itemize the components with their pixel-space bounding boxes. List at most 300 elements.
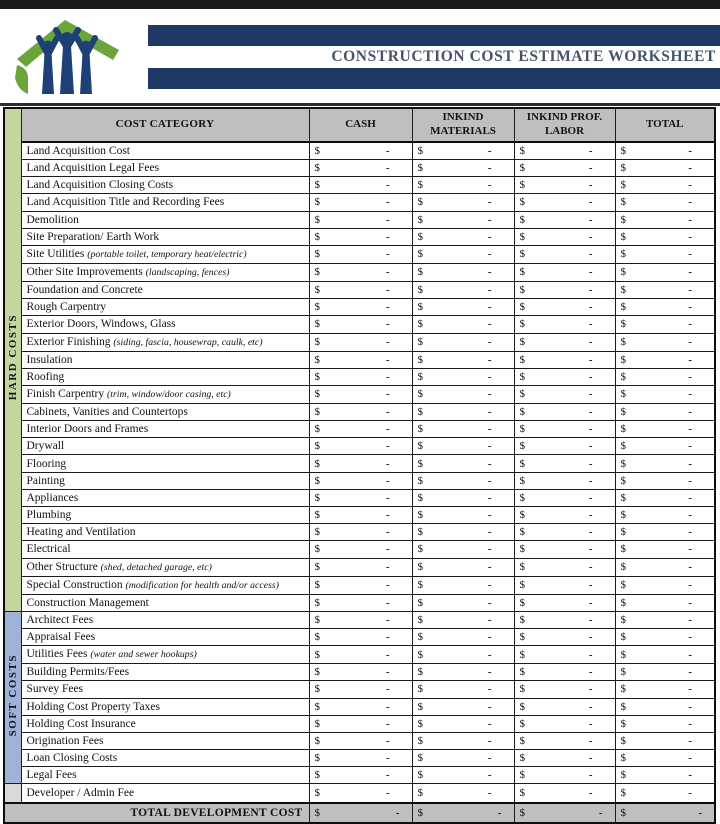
cost-category-cell [21,507,309,524]
amount-cell [514,385,615,403]
amount-cell [412,333,514,351]
amount-value: - [588,613,593,626]
currency-symbol: $ [417,613,423,626]
amount-value: - [588,213,593,226]
currency-symbol: $ [314,318,320,331]
cost-category-label: Land Acquisition Title and Recording Fees [26,196,225,209]
amount-value: - [588,700,593,713]
currency-symbol: $ [620,353,626,366]
amount-cell [309,750,412,767]
currency-symbol: $ [417,787,423,800]
currency-symbol: $ [519,491,525,504]
amount-value: - [588,405,593,418]
amount-value: - [385,666,390,679]
amount-cell [514,228,615,245]
amount-cell [412,142,514,160]
amount-cell [514,455,615,472]
amount-cell [309,160,412,177]
amount-cell [514,524,615,541]
cost-category-cell [21,628,309,645]
cost-row [4,524,715,541]
amount-value: - [487,318,492,331]
amount-cell [514,646,615,664]
amount-cell [412,732,514,749]
amount-value: - [385,284,390,297]
admin-band [4,784,21,804]
amount-value: - [385,561,390,574]
currency-symbol: $ [620,579,626,592]
page-header [0,9,720,100]
currency-symbol: $ [519,145,525,157]
cost-category-cell [21,228,309,245]
currency-symbol: $ [620,596,626,609]
amount-cell [309,245,412,263]
amount-cell [615,438,715,455]
amount-value: - [688,440,692,453]
amount-value: - [588,666,593,679]
amount-cell [309,177,412,194]
cost-category-label: Holding Cost Insurance [26,717,136,730]
currency-symbol: $ [417,353,423,366]
amount-value: - [688,405,692,418]
amount-value: - [385,440,390,453]
cost-category-cell [21,281,309,298]
currency-symbol: $ [620,613,626,626]
currency-symbol: $ [417,700,423,713]
currency-symbol: $ [417,213,423,226]
currency-symbol: $ [417,474,423,487]
currency-symbol: $ [314,370,320,383]
cost-category-label: Loan Closing Costs [26,752,118,765]
cost-category-label: Developer / Admin Fee [26,787,135,800]
cost-category-cell [21,646,309,664]
currency-symbol: $ [417,683,423,696]
amount-value: - [588,145,593,157]
column-header: CASH [309,108,412,142]
cost-category-label: Other Structure [26,560,98,573]
cost-category-label: Construction Management [26,596,149,609]
amount-value: - [688,336,692,348]
amount-value: - [688,613,692,626]
cost-category-label: Site Preparation/ Earth Work [26,230,160,243]
amount-value: - [688,284,692,297]
amount-value: - [487,284,492,297]
currency-symbol: $ [620,266,626,279]
amount-value: - [688,196,692,209]
cost-category-label: Drywall [26,440,65,453]
amount-value: - [588,318,593,331]
amount-value: - [487,474,492,487]
logo-person-center [56,30,78,94]
amount-value: - [588,284,593,297]
amount-cell [615,611,715,628]
currency-symbol: $ [314,509,320,522]
amount-value: - [588,301,593,314]
amount-cell [309,628,412,645]
cost-category-cell [21,177,309,194]
amount-cell [615,245,715,263]
amount-cell [615,299,715,316]
cost-category-cell [21,681,309,698]
cost-row [4,628,715,645]
amount-cell [309,489,412,506]
currency-symbol: $ [620,543,626,556]
cost-category-label: Site Utilities [26,247,85,260]
amount-value: - [385,579,390,592]
amount-value: - [487,526,492,539]
cost-category-label: Finish Carpentry [26,387,105,400]
currency-symbol: $ [314,196,320,209]
currency-symbol: $ [620,683,626,696]
amount-value: - [588,787,593,800]
amount-cell [514,245,615,263]
cost-category-label: Origination Fees [26,734,104,747]
amount-cell [309,211,412,228]
amount-value: - [385,423,390,436]
amount-cell [615,211,715,228]
cost-row [4,698,715,715]
amount-cell [412,472,514,489]
amount-cell [615,750,715,767]
column-header: COST CATEGORY [21,108,309,142]
amount-value: - [385,717,390,730]
currency-symbol: $ [519,752,525,765]
currency-symbol: $ [417,370,423,383]
amount-value: - [487,336,492,348]
amount-cell [309,385,412,403]
amount-value: - [588,370,593,383]
cost-category-cell [21,438,309,455]
amount-value: - [487,353,492,366]
amount-value: - [487,405,492,418]
amount-cell [309,472,412,489]
currency-symbol: $ [620,301,626,314]
currency-symbol: $ [314,491,320,504]
logo-leaf [15,65,28,94]
currency-symbol: $ [519,162,525,175]
cost-category-cell [21,664,309,681]
currency-symbol: $ [314,440,320,453]
amount-value: - [385,700,390,713]
amount-value: - [588,579,593,592]
amount-cell [309,558,412,576]
currency-symbol: $ [417,423,423,436]
currency-symbol: $ [620,230,626,243]
cost-category-label: Roofing [26,370,65,383]
cost-category-cell [21,698,309,715]
amount-value: - [385,179,390,192]
amount-cell [412,524,514,541]
currency-symbol: $ [620,370,626,383]
amount-cell [309,368,412,385]
top-border-bar [0,0,720,9]
amount-cell [615,715,715,732]
cost-category-cell [21,732,309,749]
amount-cell [412,646,514,664]
amount-cell [412,541,514,558]
amount-value: - [385,230,390,243]
amount-value: - [385,543,390,556]
currency-symbol: $ [519,700,525,713]
amount-value: - [487,491,492,504]
currency-symbol: $ [620,509,626,522]
amount-value: - [588,526,593,539]
currency-symbol: $ [519,666,525,679]
amount-value: - [588,336,593,348]
currency-symbol: $ [519,370,525,383]
currency-symbol: $ [314,717,320,730]
amount-value: - [385,491,390,504]
amount-value: - [487,648,492,661]
amount-cell [514,351,615,368]
amount-value: - [588,388,593,401]
amount-value: - [688,717,692,730]
currency-symbol: $ [519,631,525,644]
cost-category-label: Exterior Doors, Windows, Glass [26,318,176,331]
amount-cell [514,160,615,177]
cost-category-label: Rough Carpentry [26,301,107,314]
currency-symbol: $ [620,700,626,713]
cost-category-label: Architect Fees [26,613,94,626]
amount-value: - [487,196,492,209]
currency-symbol: $ [417,491,423,504]
cost-category-label: Appliances [26,491,79,504]
cost-category-cell [21,351,309,368]
amount-cell [615,558,715,576]
amount-cell [412,263,514,281]
currency-symbol: $ [620,284,626,297]
amount-value: - [385,213,390,226]
amount-cell [615,351,715,368]
amount-value: - [385,353,390,366]
amount-value: - [588,162,593,175]
currency-symbol: $ [417,717,423,730]
amount-value: - [588,248,593,261]
currency-symbol: $ [417,752,423,765]
amount-value: - [688,734,692,747]
cost-category-note: (water and sewer hookups) [90,649,197,661]
amount-value: - [385,196,390,209]
cost-estimate-table [3,107,716,824]
amount-cell [412,489,514,506]
cost-category-note: (siding, fascia, housewrap, caulk, etc) [113,336,263,348]
amount-cell [615,385,715,403]
currency-symbol: $ [519,301,525,314]
cost-category-cell [21,524,309,541]
currency-symbol: $ [314,248,320,261]
amount-cell [309,698,412,715]
amount-value: - [588,596,593,609]
amount-value: - [385,474,390,487]
amount-cell [412,385,514,403]
cost-row [4,611,715,628]
amount-cell [514,541,615,558]
currency-symbol: $ [620,213,626,226]
total-row-label: TOTAL DEVELOPMENT COST [4,803,309,823]
amount-value: - [688,596,692,609]
cost-category-label: Legal Fees [26,769,77,782]
cost-category-label: Land Acquisition Closing Costs [26,179,174,192]
currency-symbol: $ [314,648,320,661]
currency-symbol: $ [314,734,320,747]
amount-value: - [385,769,390,782]
amount-value: - [487,179,492,192]
currency-symbol: $ [519,423,525,436]
amount-value: - [385,631,390,644]
amount-value: - [588,457,593,470]
amount-cell [514,628,615,645]
cost-row [4,750,715,767]
amount-cell [615,594,715,611]
cost-category-cell [21,611,309,628]
amount-cell [412,455,514,472]
currency-symbol: $ [417,230,423,243]
currency-symbol: $ [417,526,423,539]
cost-category-label: Land Acquisition Cost [26,145,130,157]
currency-symbol: $ [314,162,320,175]
amount-cell [412,281,514,298]
currency-symbol: $ [417,807,423,820]
cost-category-cell [21,160,309,177]
currency-symbol: $ [620,145,626,157]
amount-value: - [497,807,502,820]
currency-symbol: $ [620,318,626,331]
amount-value: - [487,683,492,696]
currency-symbol: $ [314,405,320,418]
cost-row [4,333,715,351]
cost-category-label: Cabinets, Vanities and Countertops [26,405,188,418]
currency-symbol: $ [314,284,320,297]
cost-row [4,576,715,594]
amount-value: - [487,248,492,261]
cost-row [4,211,715,228]
cost-category-cell [21,245,309,263]
currency-symbol: $ [314,561,320,574]
cost-category-label: Utilities Fees [26,648,88,661]
amount-cell [412,403,514,420]
cost-category-cell [21,368,309,385]
cost-category-cell [21,715,309,732]
currency-symbol: $ [417,579,423,592]
amount-value: - [385,405,390,418]
amount-value: - [598,807,603,820]
amount-cell [412,803,514,823]
cost-category-cell [21,194,309,211]
currency-symbol: $ [519,769,525,782]
cost-category-label: Special Construction [26,578,123,591]
amount-cell [412,750,514,767]
amount-value: - [385,648,390,661]
currency-symbol: $ [519,405,525,418]
cost-category-note: (portable toilet, temporary heat/electric) [87,248,247,260]
amount-value: - [588,648,593,661]
currency-symbol: $ [417,388,423,401]
cost-category-label: Other Site Improvements [26,265,143,278]
amount-value: - [588,196,593,209]
cost-category-cell [21,489,309,506]
cost-row [4,316,715,333]
amount-cell [412,351,514,368]
currency-symbol: $ [519,543,525,556]
amount-cell [412,368,514,385]
amount-cell [615,281,715,298]
amount-value: - [487,752,492,765]
currency-symbol: $ [519,440,525,453]
amount-value: - [487,440,492,453]
amount-value: - [688,666,692,679]
currency-symbol: $ [620,787,626,800]
amount-value: - [588,717,593,730]
amount-value: - [487,769,492,782]
amount-value: - [688,370,692,383]
currency-symbol: $ [417,648,423,661]
amount-cell [412,576,514,594]
amount-value: - [487,543,492,556]
currency-symbol: $ [620,457,626,470]
amount-value: - [385,370,390,383]
currency-symbol: $ [519,526,525,539]
currency-symbol: $ [417,561,423,574]
currency-symbol: $ [314,700,320,713]
cost-row [4,472,715,489]
amount-cell [514,715,615,732]
currency-symbol: $ [519,213,525,226]
table-header-row [4,108,715,142]
amount-value: - [487,700,492,713]
amount-value: - [688,388,692,401]
currency-symbol: $ [620,648,626,661]
amount-value: - [385,734,390,747]
currency-symbol: $ [620,666,626,679]
cost-row [4,228,715,245]
currency-symbol: $ [519,230,525,243]
cost-category-cell [21,594,309,611]
amount-value: - [487,145,492,157]
cost-category-note: (landscaping, fences) [145,266,230,278]
currency-symbol: $ [417,284,423,297]
amount-value: - [688,474,692,487]
currency-symbol: $ [314,213,320,226]
currency-symbol: $ [417,301,423,314]
amount-cell [309,715,412,732]
currency-symbol: $ [417,405,423,418]
currency-symbol: $ [314,423,320,436]
amount-value: - [487,561,492,574]
amount-cell [412,628,514,645]
column-header: TOTAL [615,108,715,142]
cost-row [4,664,715,681]
amount-cell [514,177,615,194]
amount-value: - [487,388,492,401]
amount-value: - [688,213,692,226]
amount-cell [615,142,715,160]
band-label: HARD COSTS [6,314,19,401]
cost-row [4,715,715,732]
currency-symbol: $ [314,353,320,366]
cost-category-cell [21,142,309,160]
amount-cell [615,732,715,749]
cost-category-label: Plumbing [26,509,72,522]
amount-cell [412,228,514,245]
amount-cell [309,351,412,368]
amount-cell [615,455,715,472]
cost-row [4,160,715,177]
cost-row [4,351,715,368]
cost-category-label: Holding Cost Property Taxes [26,700,160,713]
amount-value: - [688,230,692,243]
cost-category-cell [21,263,309,281]
amount-cell [615,664,715,681]
